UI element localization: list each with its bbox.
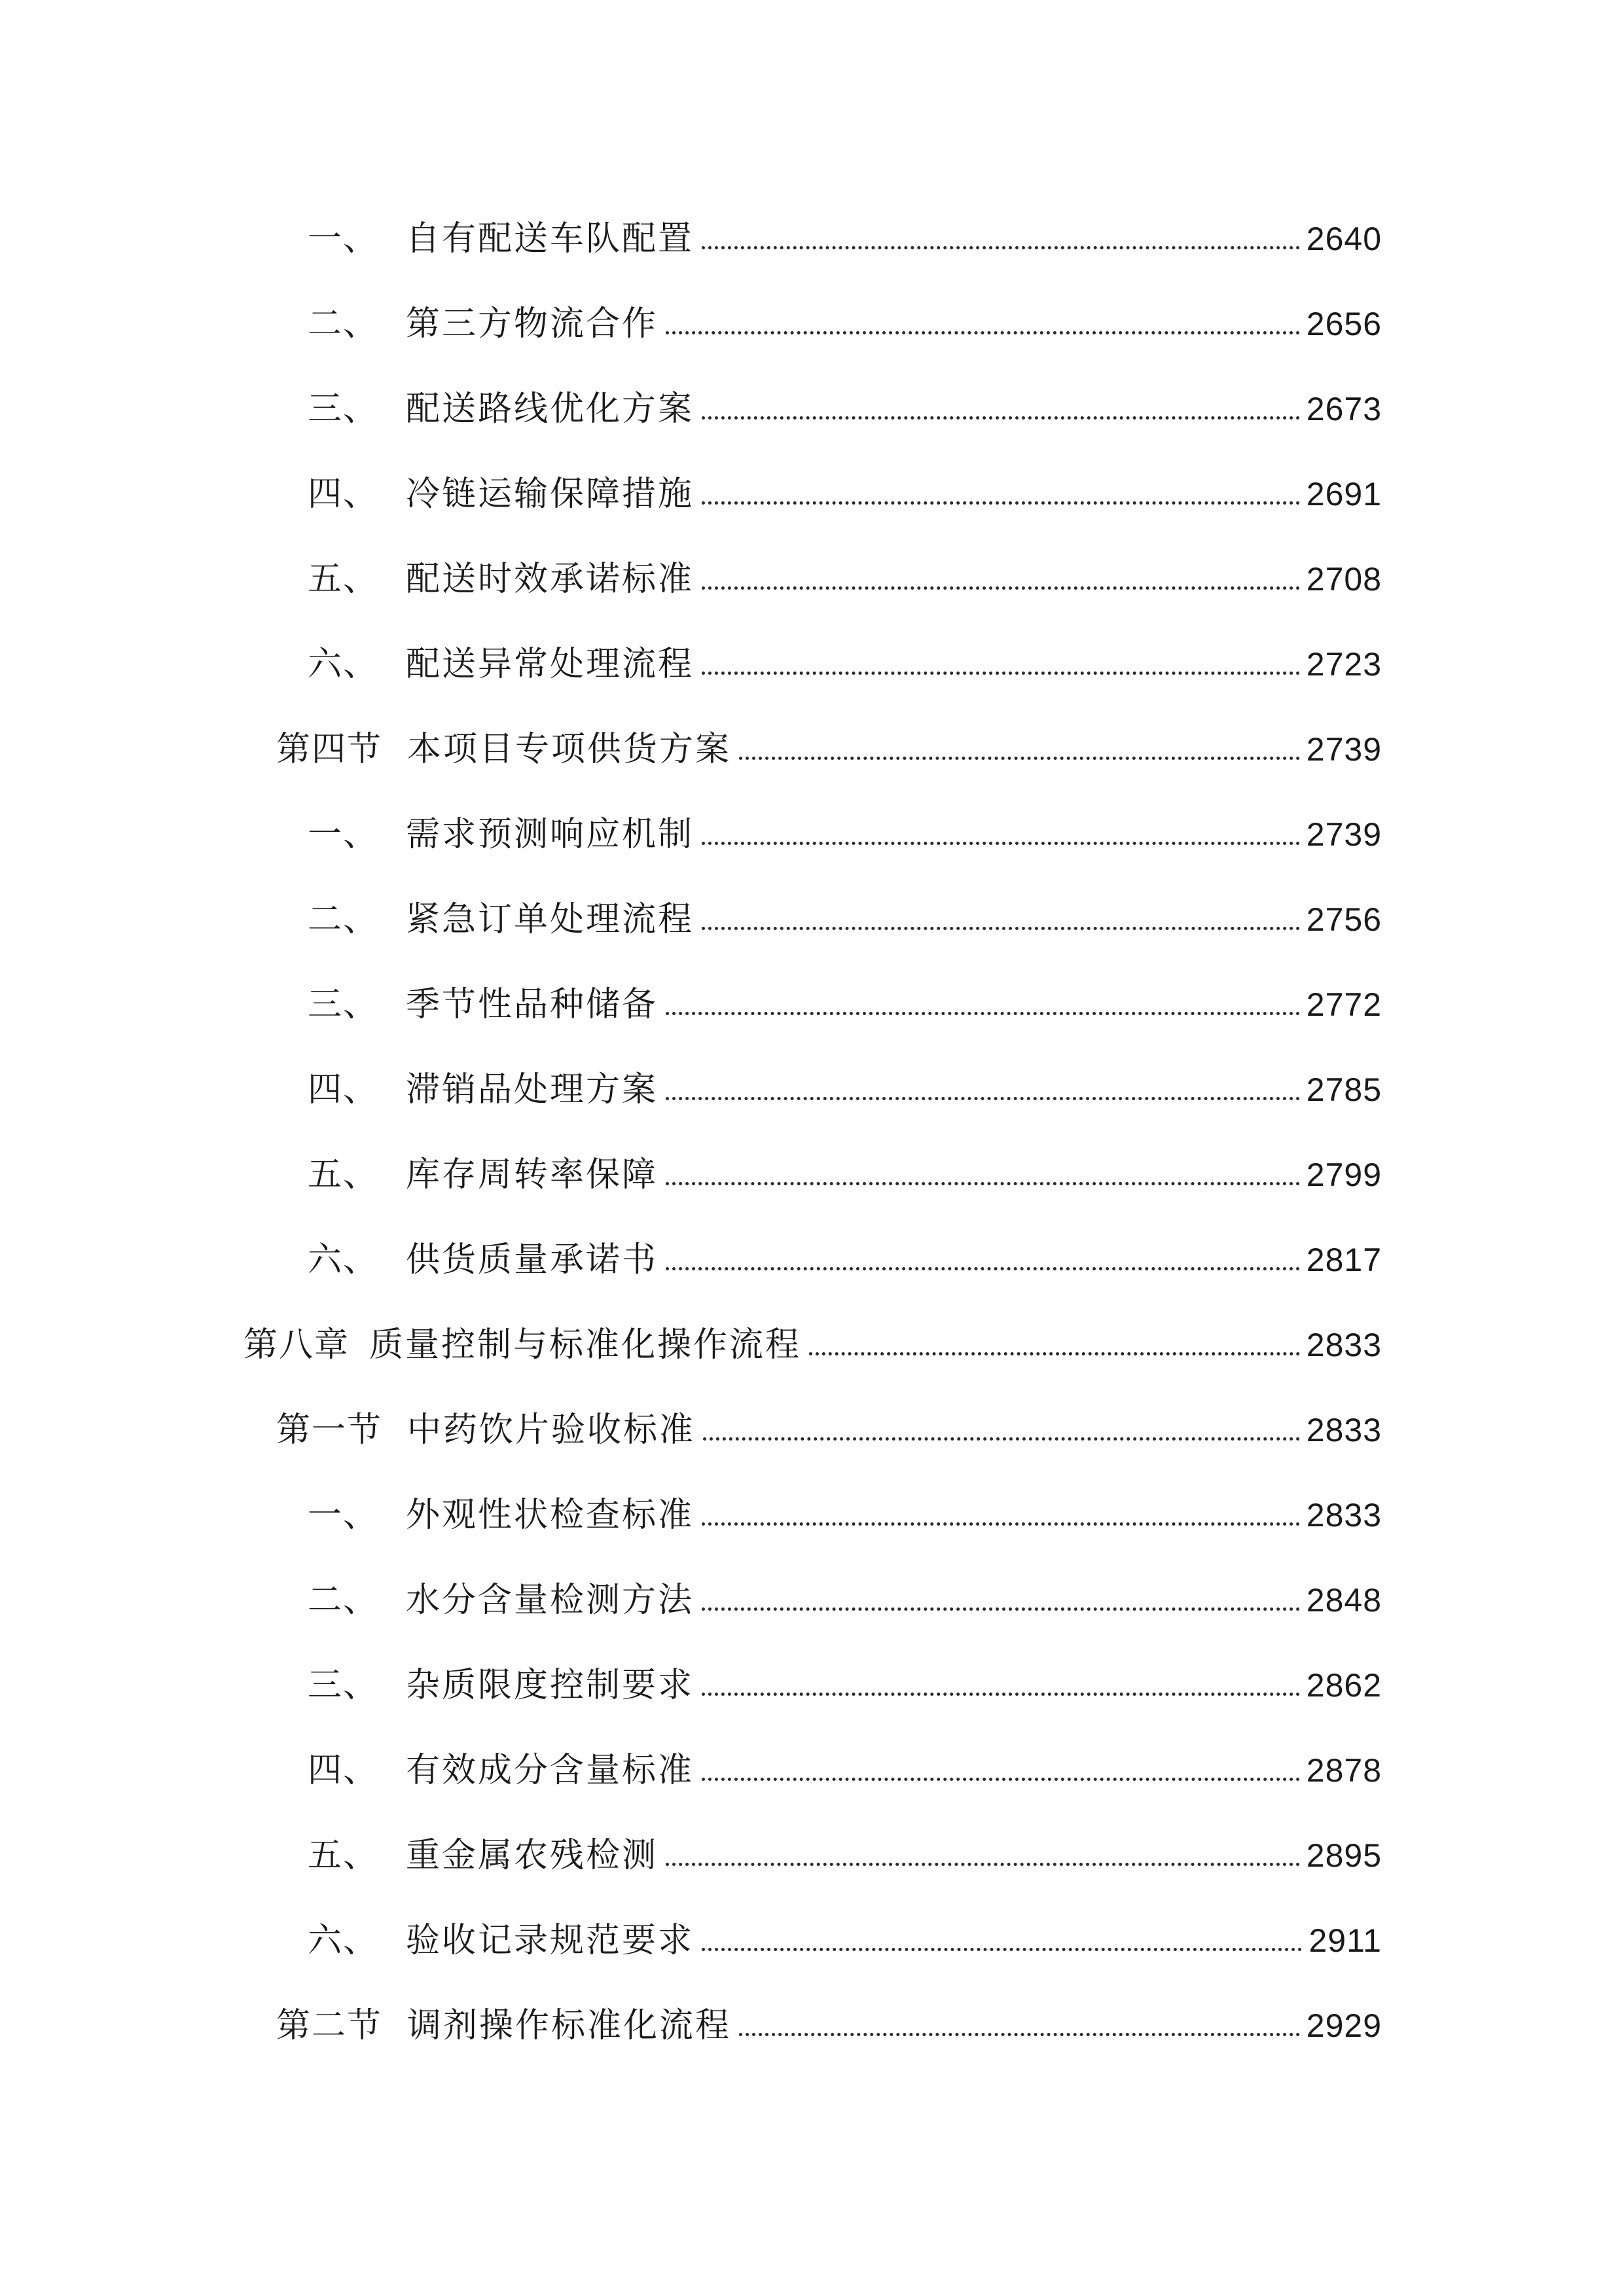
toc-entry-number: 第二节 (276, 2006, 383, 2045)
dot-leader (702, 501, 1300, 505)
toc-entry-number: 一、 (308, 1496, 379, 1535)
toc-entry-number: 二、 (308, 1581, 379, 1620)
dot-leader (666, 1012, 1300, 1015)
toc-entry-page: 2929 (1306, 2007, 1382, 2044)
toc-entry-number: 五、 (308, 1836, 379, 1875)
toc-entry-title: 有效成分含量标准 (406, 1751, 695, 1790)
toc-entry-number: 六、 (308, 1921, 379, 1960)
toc-entry-page: 2772 (1306, 986, 1382, 1023)
toc-entry-title: 重金属农残检测 (406, 1836, 659, 1875)
toc-entry-title: 配送异常处理流程 (406, 645, 695, 684)
toc-entry[interactable] (308, 465, 1382, 524)
toc-entry-number: 二、 (308, 304, 379, 344)
toc-entry-title: 杂质限度控制要求 (406, 1666, 695, 1705)
toc-entry-number: 四、 (308, 475, 379, 514)
toc-entry[interactable] (308, 1571, 1382, 1630)
toc-entry-number: 五、 (308, 560, 379, 599)
toc-entry[interactable] (308, 550, 1382, 609)
dot-leader (666, 331, 1300, 334)
toc-entry-title: 调剂操作标准化流程 (407, 2006, 732, 2045)
toc-entry-number: 三、 (308, 1666, 379, 1705)
toc-entry-number: 第八章 (244, 1325, 350, 1365)
dot-leader (702, 927, 1300, 930)
toc-entry-number: 第一节 (276, 1410, 383, 1450)
toc-entry-page: 2756 (1306, 901, 1382, 938)
toc-entry-title: 季节性品种储备 (406, 985, 659, 1024)
toc-entry-page: 2708 (1306, 561, 1382, 598)
toc-entry-page: 2739 (1306, 731, 1382, 768)
toc-entry-page: 2723 (1306, 646, 1382, 683)
dot-leader (666, 1182, 1300, 1185)
toc-entry-page: 2799 (1306, 1157, 1382, 1193)
toc-entry-title: 需求预测响应机制 (406, 815, 695, 854)
dot-leader (702, 1778, 1300, 1781)
toc-entry-title: 外观性状检查标准 (406, 1496, 695, 1535)
toc-entry-title: 紧急订单处理流程 (406, 900, 695, 939)
toc-entry-number: 第四节 (276, 730, 383, 769)
toc-entry-title: 库存周转率保障 (406, 1155, 659, 1194)
toc-entry-number: 六、 (308, 645, 379, 684)
toc-entry-page: 2895 (1306, 1837, 1382, 1874)
dot-leader (702, 1607, 1300, 1611)
toc-entry-number: 三、 (308, 389, 379, 429)
dot-leader (666, 1097, 1300, 1100)
toc-entry-title: 冷链运输保障措施 (406, 475, 695, 514)
toc-entry[interactable] (308, 1826, 1382, 1885)
dot-leader (702, 246, 1300, 249)
toc-entry-number: 二、 (308, 900, 379, 939)
toc-entry-page: 2833 (1306, 1497, 1382, 1534)
dot-leader (702, 1522, 1300, 1526)
toc-entry-page: 2656 (1306, 306, 1382, 342)
toc-chapter-entry[interactable] (244, 1316, 1382, 1374)
toc-entry-title: 中药饮片验收标准 (407, 1410, 696, 1450)
toc-entry-title: 配送路线优化方案 (406, 389, 695, 429)
dot-leader (739, 2033, 1300, 2036)
toc-entry[interactable] (308, 209, 1382, 268)
toc-entry[interactable] (308, 1486, 1382, 1545)
toc-entry-page: 2785 (1306, 1071, 1382, 1108)
toc-entry-page: 2691 (1306, 476, 1382, 512)
toc-entry[interactable] (308, 1911, 1382, 1970)
toc-section-entry[interactable] (276, 1996, 1382, 2055)
toc-entry[interactable] (308, 1741, 1382, 1800)
toc-entry[interactable] (308, 380, 1382, 439)
toc-entry[interactable] (308, 1145, 1382, 1204)
toc-entry[interactable] (308, 635, 1382, 694)
toc-entry-title: 水分含量检测方法 (406, 1581, 695, 1620)
toc-entry[interactable] (308, 805, 1382, 864)
toc-section-entry[interactable] (276, 1401, 1382, 1460)
dot-leader (702, 1693, 1300, 1696)
dot-leader (702, 672, 1300, 675)
toc-entry-title: 配送时效承诺标准 (406, 560, 695, 599)
toc-entry-page: 2833 (1306, 1327, 1382, 1363)
toc-entry-number: 四、 (308, 1751, 379, 1790)
toc-entry-page: 2640 (1306, 221, 1382, 257)
toc-entry-number: 四、 (308, 1070, 379, 1109)
toc-entry-number: 六、 (308, 1240, 379, 1280)
toc-entry-page: 2848 (1306, 1582, 1382, 1619)
dot-leader (809, 1352, 1300, 1355)
toc-entry[interactable] (308, 890, 1382, 949)
dot-leader (702, 586, 1300, 590)
toc-entry-title: 自有配送车队配置 (406, 219, 695, 259)
dot-leader (666, 1863, 1300, 1866)
dot-leader (702, 842, 1300, 845)
toc-entry-page: 2739 (1306, 816, 1382, 853)
dot-leader (739, 757, 1300, 760)
toc-entry-title: 质量控制与标准化操作流程 (369, 1325, 802, 1365)
dot-leader (702, 416, 1300, 420)
toc-entry-page: 2878 (1306, 1752, 1382, 1789)
toc-entry-title: 供货质量承诺书 (406, 1240, 659, 1280)
toc-entry-page: 2817 (1306, 1242, 1382, 1278)
dot-leader (703, 1437, 1300, 1441)
toc-entry-number: 五、 (308, 1155, 379, 1194)
toc-entry[interactable] (308, 975, 1382, 1034)
toc-entry-title: 本项目专项供货方案 (407, 730, 732, 769)
toc-entry[interactable] (308, 1060, 1382, 1119)
toc-entry-page: 2673 (1306, 391, 1382, 427)
toc-entry[interactable] (308, 1230, 1382, 1289)
toc-entry-number: 一、 (308, 815, 379, 854)
toc-entry-page: 2862 (1306, 1667, 1382, 1704)
toc-entry-title: 第三方物流合作 (406, 304, 659, 344)
toc-entry-page: 2911 (1308, 1922, 1382, 1959)
toc-entry-number: 三、 (308, 985, 379, 1024)
toc-entry[interactable] (308, 1656, 1382, 1715)
toc-section-entry[interactable] (276, 720, 1382, 779)
toc-entry[interactable] (308, 295, 1382, 353)
toc-entry-number: 一、 (308, 219, 379, 259)
dot-leader (666, 1267, 1300, 1270)
toc-entry-page: 2833 (1306, 1412, 1382, 1448)
toc-entry-title: 滞销品处理方案 (406, 1070, 659, 1109)
dot-leader (702, 1948, 1302, 1951)
toc-entry-title: 验收记录规范要求 (406, 1921, 695, 1960)
